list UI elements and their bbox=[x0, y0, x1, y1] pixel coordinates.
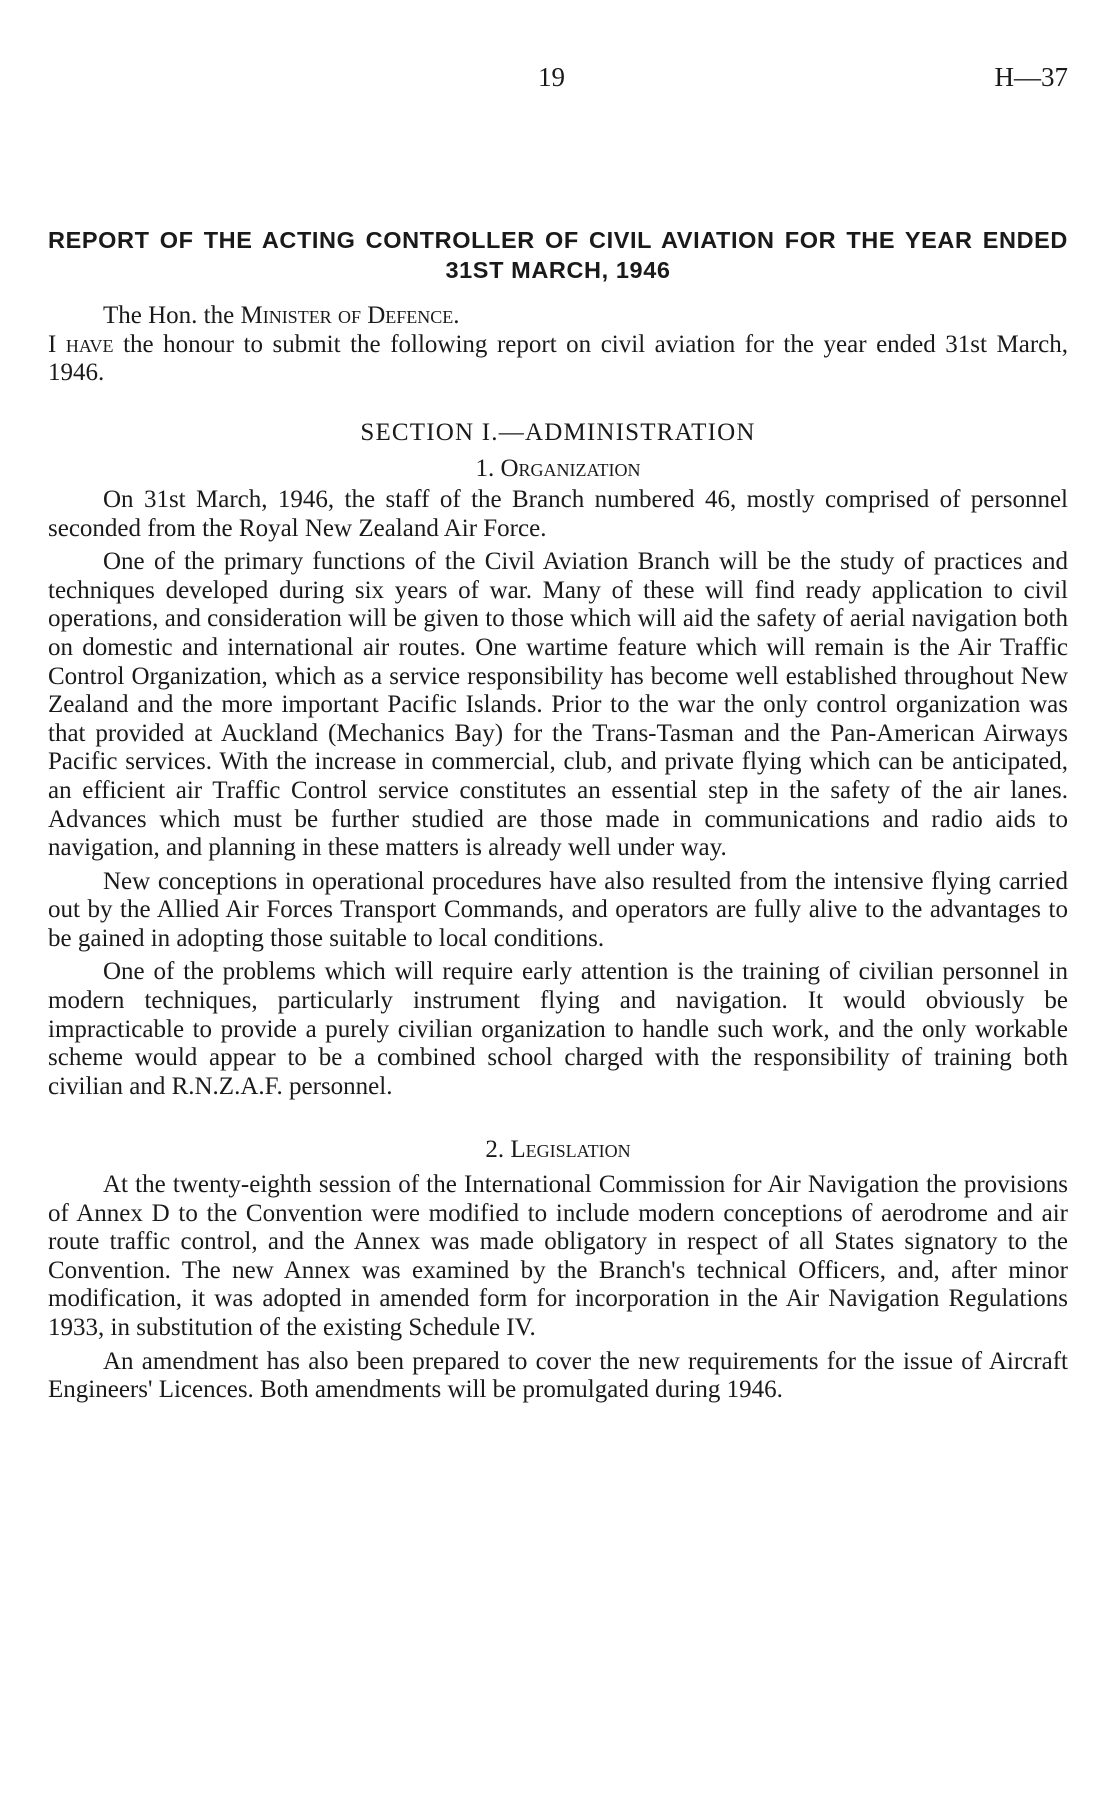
page-number: 19 bbox=[538, 62, 565, 92]
salutation-addressee: Minister of Defence. bbox=[240, 302, 460, 329]
subsection-number: 1. bbox=[475, 455, 501, 483]
report-body bbox=[48, 302, 1068, 1410]
paragraph: One of the primary functions of the Civil Aviation Branch will be the study of practices and techniques developed during six years of war. Many of these will find ready application to civil operations, and consideration will be given to those which will aid the safety of aerial navigation both on domestic and international air routes. One wartime feature which will remain is the Air Traffic Control Organization, which as a service responsibility has become well established throughout New Zealand and the more important Pacific Islands. Prior to the war the only control organization was that provided at Auckland (Mechanics Bay) for the Trans-Tasman and the Pan-American Airways Pacific services. With the increase in commercial, club, and private flying which can be anticipated, an efficient air Traffic Control service constitutes an essential step in the safety of the air lanes. Advances which must be further studied are those made in communications and radio aids to navigation, and planning in these matters is already well under way. bbox=[48, 548, 1068, 862]
paragraph: An amendment has also been prepared to cover the new requirements for the issue of Aircraft Engineers' Licences. Both amendments will be promulgated during 1946. bbox=[48, 1347, 1068, 1404]
section-heading: SECTION I.—ADMINISTRATION bbox=[360, 418, 756, 446]
subsection-number: 2. bbox=[485, 1136, 511, 1164]
intro-first-word: I have bbox=[48, 330, 114, 358]
intro-paragraph bbox=[48, 331, 1068, 388]
salutation-prefix: The Hon. the bbox=[103, 302, 241, 329]
report-title: REPORT OF THE ACTING CONTROLLER OF CIVIL AVIATION FOR THE YEAR ENDED 31ST MARCH, 1946 bbox=[48, 227, 1068, 283]
subsection-heading-organization bbox=[48, 455, 1068, 484]
document-page bbox=[48, 0, 1068, 1794]
running-head bbox=[48, 62, 1068, 96]
subsection-title: Organization bbox=[500, 455, 641, 483]
subsection-title: Legislation bbox=[510, 1136, 631, 1164]
paragraph: On 31st March, 1946, the staff of the Branch numbered 46, mostly comprised of personnel seconded from the Royal New Zealand Air Force. bbox=[48, 485, 1068, 542]
salutation bbox=[48, 302, 1068, 331]
subsection-heading-legislation bbox=[48, 1136, 1068, 1165]
paragraph: At the twenty-eighth session of the International Commission for Air Navigation the provisions of Annex D to the Convention were modified to include modern conceptions of aerodrome and air route traffic control, and the Annex was made obligatory in respect of all States signatory to the Convention. The new Annex was examined by the Branch's technical Officers, and, after minor modification, it was adopted in amended form for incorporation in the Air Navigation Regulations 1933, in substitution of the existing Schedule IV. bbox=[48, 1171, 1068, 1341]
intro-text: the honour to submit the following report on civil aviation for the year ended 31st March, 1946. bbox=[48, 330, 1069, 387]
paragraph: One of the problems which will require early attention is the training of civilian personnel in modern techniques, particularly instrument flying and navigation. It would obviously be impracticable to provide a purely civilian organization to handle such work, and the only workable scheme would appear to be a combined school charged with the responsibility of training both civilian and R.N.Z.A.F. personnel. bbox=[48, 958, 1068, 1100]
paper-reference: H—37 bbox=[994, 62, 1068, 92]
paragraph: New conceptions in operational procedures have also resulted from the intensive flying carried out by the Allied Air Forces Transport Commands, and operators are fully alive to the advantages to be gained in adopting those suitable to local conditions. bbox=[48, 867, 1068, 952]
